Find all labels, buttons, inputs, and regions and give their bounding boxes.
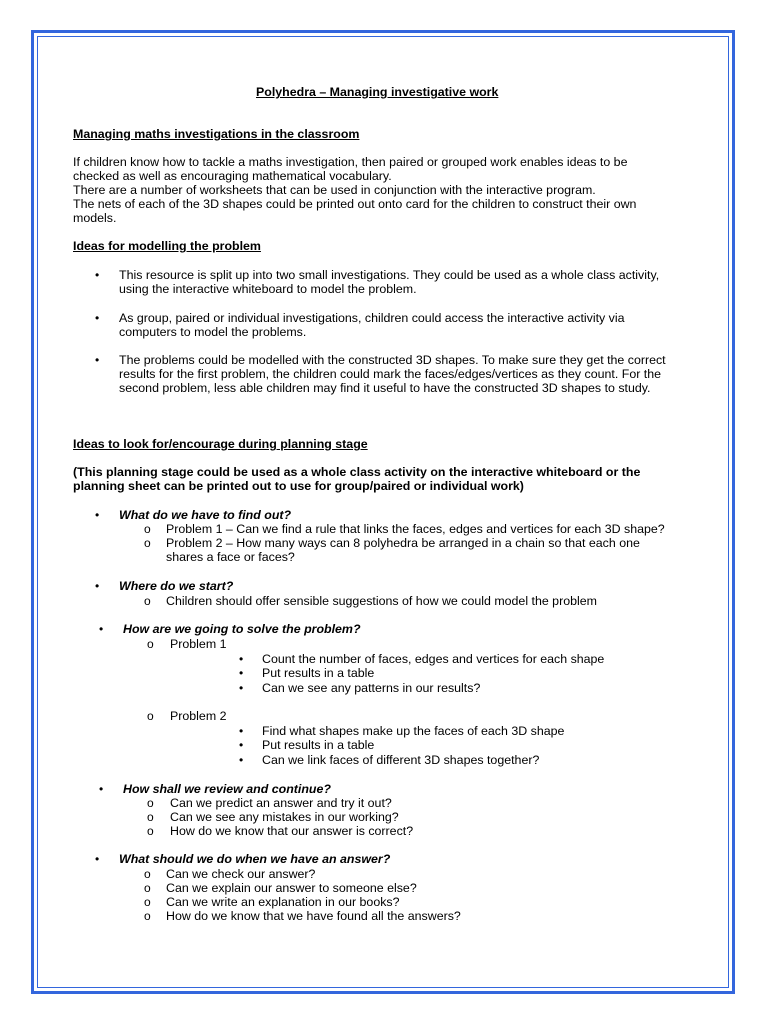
bullet-icon: • (95, 508, 100, 522)
question-heading: How are we going to solve the problem? (123, 622, 361, 636)
sub-item: Can we predict an answer and try it out? (170, 796, 392, 810)
step-item: Find what shapes make up the faces of each 3D shape (262, 724, 565, 738)
circle-bullet-icon: o (144, 895, 151, 909)
bullet-icon: • (239, 681, 244, 695)
sub-item: Can we explain our answer to someone else? (166, 881, 417, 895)
section2-heading: Ideas for modelling the problem (73, 239, 261, 253)
sub-item: Can we check our answer? (166, 867, 316, 881)
circle-bullet-icon: o (144, 867, 151, 881)
bullet-icon: • (239, 652, 244, 666)
step-item: Put results in a table (262, 738, 375, 752)
problem-label: Problem 2 (170, 709, 227, 723)
bullet-icon: • (239, 724, 244, 738)
question-heading: How shall we review and continue? (123, 782, 331, 796)
circle-bullet-icon: o (144, 881, 151, 895)
bullet-icon: • (95, 353, 100, 367)
question-heading: What should we do when we have an answer? (119, 852, 391, 866)
step-item: Can we link faces of different 3D shapes together? (262, 753, 540, 767)
list-item-line: results for the first problem, the children could mark the faces/edges/vertices as they count. For the (119, 367, 661, 381)
section1-line: There are a number of worksheets that can be used in conjunction with the interactive program. (73, 183, 596, 197)
list-item-line: computers to model the problems. (119, 325, 307, 339)
list-item-line: This resource is split up into two small investigations. They could be used as a whole class activity, (119, 268, 660, 282)
planning-note: (This planning stage could be used as a whole class activity on the interactive whiteboard or the (73, 465, 641, 479)
circle-bullet-icon: o (147, 709, 154, 723)
section3-heading: Ideas to look for/encourage during planning stage (73, 437, 368, 451)
step-item: Put results in a table (262, 666, 375, 680)
section1-line: checked as well as encouraging mathematical vocabulary. (73, 169, 392, 183)
circle-bullet-icon: o (144, 594, 151, 608)
list-item-line: second problem, less able children may find it useful to have the constructed 3D shapes to study. (119, 381, 651, 395)
sub-item: Children should offer sensible suggestions of how we could model the problem (166, 594, 597, 608)
section1-line: models. (73, 211, 117, 225)
bullet-icon: • (95, 579, 100, 593)
document-title: Polyhedra – Managing investigative work (256, 85, 499, 99)
circle-bullet-icon: o (144, 536, 151, 550)
question-heading: Where do we start? (119, 579, 234, 593)
bullet-icon: • (99, 782, 104, 796)
sub-item: Can we write an explanation in our books? (166, 895, 400, 909)
bullet-icon: • (95, 852, 100, 866)
sub-item: How do we know that our answer is correct? (170, 824, 414, 838)
circle-bullet-icon: o (147, 824, 154, 838)
sub-item: Problem 1 – Can we find a rule that links the faces, edges and vertices for each 3D shape? (166, 522, 665, 536)
problem-label: Problem 1 (170, 637, 227, 651)
circle-bullet-icon: o (144, 909, 151, 923)
list-item-line: The problems could be modelled with the constructed 3D shapes. To make sure they get the correct (119, 353, 666, 367)
section1-line: If children know how to tackle a maths investigation, then paired or grouped work enables ideas to be (73, 155, 628, 169)
bullet-icon: • (239, 753, 244, 767)
planning-note: planning sheet can be printed out to use for group/paired or individual work) (73, 479, 524, 493)
circle-bullet-icon: o (147, 796, 154, 810)
bullet-icon: • (239, 666, 244, 680)
step-item: Count the number of faces, edges and vertices for each shape (262, 652, 605, 666)
sub-item: Can we see any mistakes in our working? (170, 810, 399, 824)
list-item-line: using the interactive whiteboard to model the problem. (119, 282, 417, 296)
circle-bullet-icon: o (144, 522, 151, 536)
sub-item: shares a face or faces? (166, 550, 295, 564)
bullet-icon: • (95, 311, 100, 325)
sub-item: How do we know that we have found all the answers? (166, 909, 461, 923)
step-item: Can we see any patterns in our results? (262, 681, 481, 695)
bullet-icon: • (95, 268, 100, 282)
sub-item: Problem 2 – How many ways can 8 polyhedra be arranged in a chain so that each one (166, 536, 640, 550)
bullet-icon: • (99, 622, 104, 636)
question-heading: What do we have to find out? (119, 508, 292, 522)
bullet-icon: • (239, 738, 244, 752)
circle-bullet-icon: o (147, 810, 154, 824)
section1-line: The nets of each of the 3D shapes could be printed out onto card for the children to construct their own (73, 197, 637, 211)
list-item-line: As group, paired or individual investigations, children could access the interactive activity via (119, 311, 625, 325)
circle-bullet-icon: o (147, 637, 154, 651)
section1-heading: Managing maths investigations in the classroom (73, 127, 360, 141)
